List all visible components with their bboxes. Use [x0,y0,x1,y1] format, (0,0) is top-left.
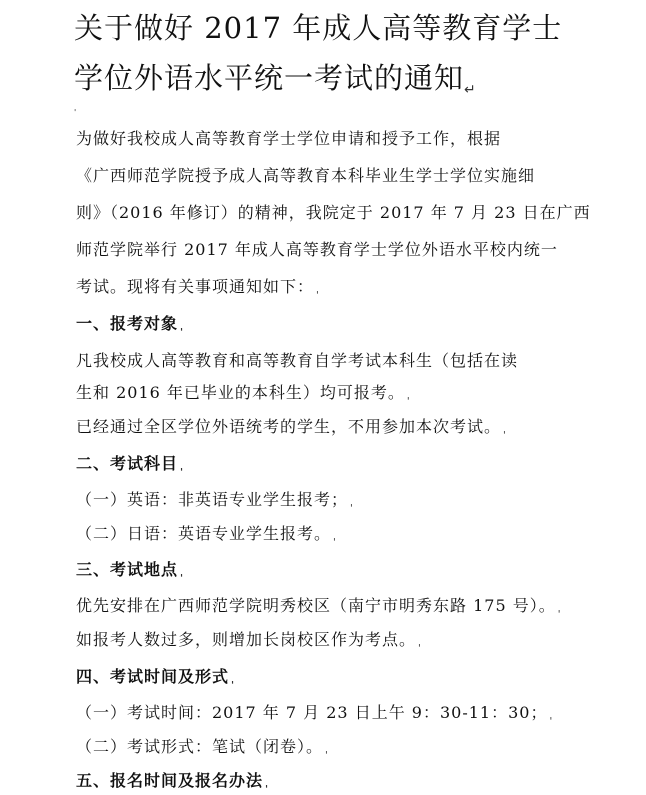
section-heading-4-text: 四、考试时间及形式 [76,667,230,686]
section-1-line-3-text: 已经通过全区学位外语统考的学生，不用参加本次考试。 [76,417,502,436]
section-4-line-2 [76,734,329,761]
intro-line-1: 为做好我校成人高等教育学士学位申请和授予工作，根据 [76,129,502,148]
section-4-line-1-text: （一）考试时间：2017 年 7 月 23 日上午 9：30-11：30； [76,703,548,722]
section-3-line-1 [76,593,561,620]
document-title-line-2 [74,56,477,98]
paragraph-mark: ' [549,716,554,727]
section-2-line-2-text: （二）日语：英语专业学生报考。 [76,524,332,543]
section-2-line-1-text: （一）英语：非英语专业学生报考； [76,490,349,509]
paragraph-mark: ' [333,537,337,548]
section-heading-2 [76,451,184,478]
section-heading-5-text: 五、报名时间及报名办法 [76,771,264,790]
section-heading-5 [76,768,269,795]
section-4-line-2-text: （二）考试形式：笔试（闭卷）。 [76,737,324,756]
paragraph-mark: ' [231,680,236,691]
paragraph-mark: ' [418,643,422,654]
section-heading-3-text: 三、考试地点 [76,560,179,579]
section-2-line-2 [76,521,337,548]
paragraph-mark: ' [557,609,562,620]
intro-line-3: 则》（2016 年修订）的精神，我院定于 2017 年 7 月 23 日在广西 [76,203,591,222]
section-2-line-1 [76,487,354,514]
intro-line-5-text: 考试。现将有关事项通知如下： [76,277,315,296]
section-heading-3 [76,557,184,584]
paragraph-mark: ' [503,430,507,441]
section-3-line-2 [76,627,422,654]
section-1-line-2-text: 生和 2016 年已毕业的本科生）均可报考。 [76,383,405,402]
section-3-line-1-text: 优先安排在广西师范学院明秀校区（南宁市明秀东路 175 号）。 [76,596,556,615]
title-text-1: 关于做好 2017 年成人高等教育学士 [74,11,563,45]
section-heading-2-text: 二、考试科目 [76,454,179,473]
section-1-line-1: 凡我校成人高等教育和高等教育自学考试本科生（包括在读 [76,351,519,370]
title-text-2: 学位外语水平统一考试的通知 [74,61,465,95]
paragraph-mark: ' [265,784,270,795]
document-title-line-1 [74,6,562,47]
paragraph-mark: ' [350,503,354,514]
intro-line-5 [76,274,320,301]
section-heading-1 [76,311,184,338]
empty-paragraph-mark: ' [74,108,77,117]
section-3-line-2-text: 如报考人数过多，则增加长岗校区作为考点。 [76,630,417,649]
paragraph-mark: ' [325,750,329,761]
intro-line-4: 师范学院举行 2017 年成人高等教育学士学位外语水平校内统一 [76,240,558,259]
section-1-line-2 [76,380,411,407]
paragraph-mark: ' [180,327,185,338]
section-heading-4 [76,664,235,691]
paragraph-return-mark: ↵ [464,82,477,98]
intro-line-2: 《广西师范学院授予成人高等教育本科毕业生学士学位实施细 [76,166,536,185]
section-4-line-1 [76,700,553,727]
paragraph-mark: ' [406,396,411,407]
section-1-line-3 [76,414,507,441]
paragraph-mark: ' [180,573,185,584]
paragraph-mark: ' [316,290,320,301]
paragraph-mark: ' [180,467,185,478]
section-heading-1-text: 一、报考对象 [76,314,179,333]
